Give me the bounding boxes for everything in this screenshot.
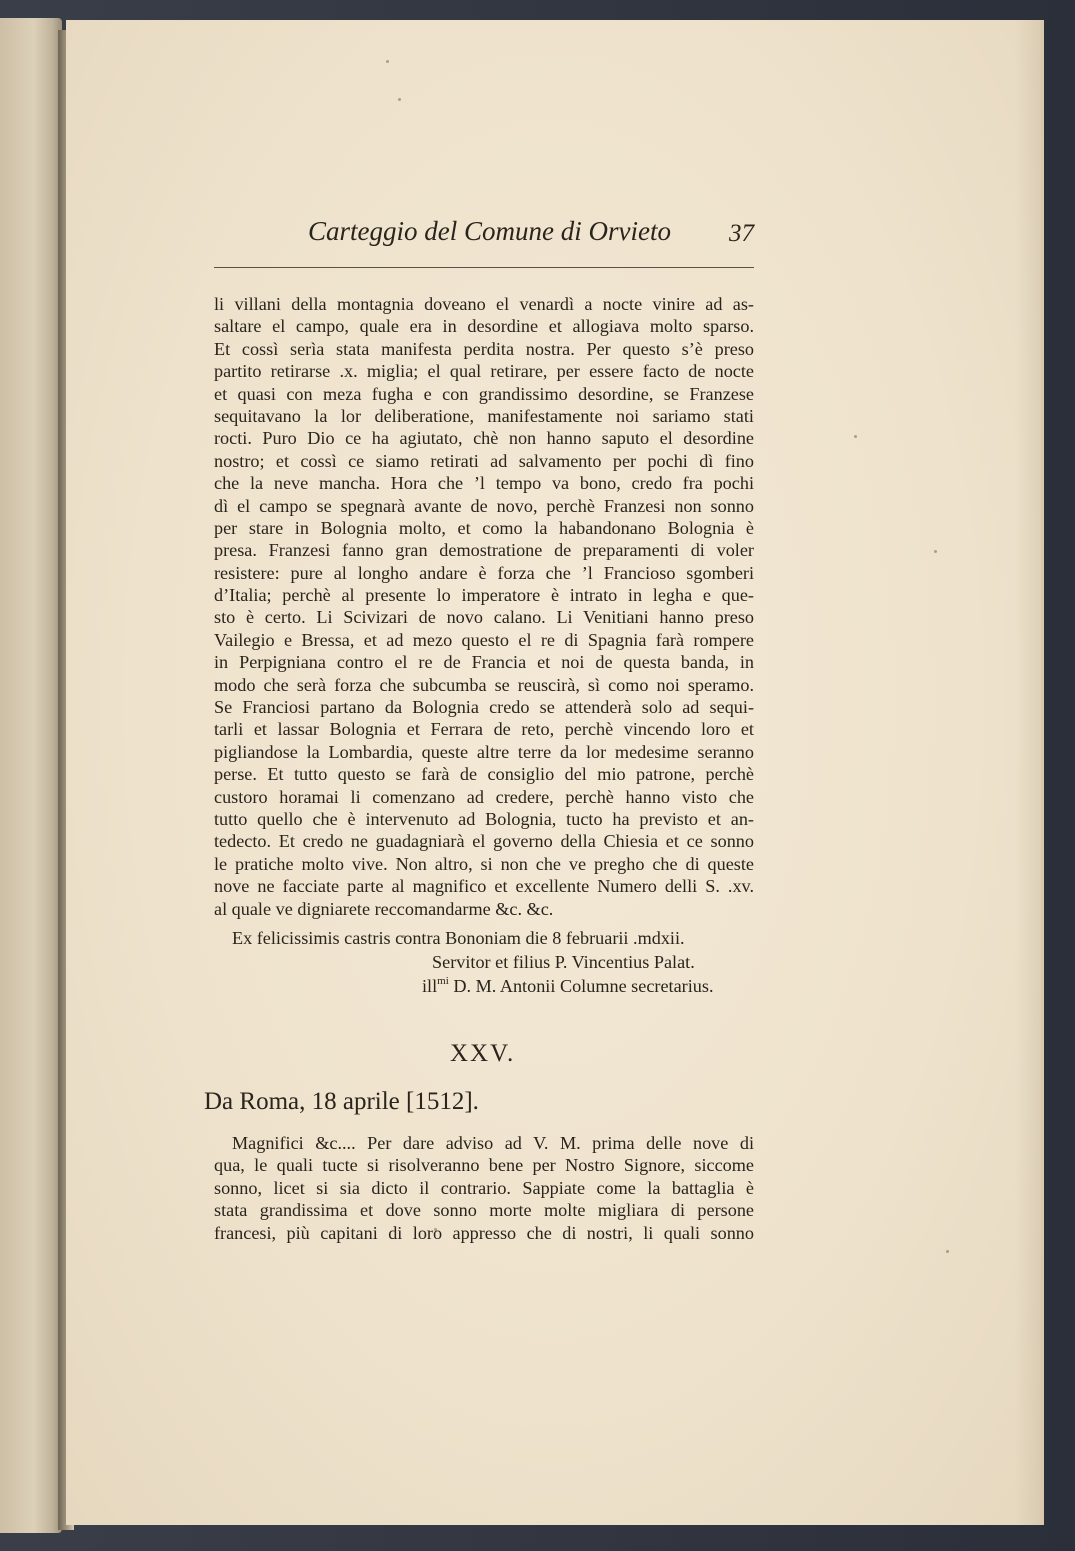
text-line: in Perpigniana contro el re de Francia et noi de questa banda, in [214,652,754,673]
text-line: per stare in Bolognia molto, et como la habandonano Bolognia è [214,517,754,538]
text-line: Magnifici &c.... Per dare adviso ad V. M. prima delle nove di [232,1133,754,1153]
text-line: le pratiche molto vive. Non altro, si non che ve pregho che di queste [214,853,754,874]
text-line: sequitavano la lor deliberatione, manifestamente noi sariamo stati [214,405,754,426]
paper-speck [386,60,389,63]
paper-speck [854,435,857,438]
signature-superscript: mi [437,975,449,987]
running-head-rule [214,267,754,268]
continued-letter-body [214,293,754,920]
signature-prefix: ill [422,976,438,996]
page-edge-shadow [1015,20,1041,1525]
text-line: sonno, licet si sia dicto il contrario. Sappiate come la battaglia è [214,1177,754,1198]
text-line: perse. Et tutto questo se farà de consiglio del mio patrone, perchè [214,764,754,785]
text-line: d’Italia; perchè al presente lo imperatore è intrato in legha e que- [214,585,754,606]
paper-speck [946,1250,949,1253]
text-line: tarli et lassar Bolognia et Ferrara de reto, perchè vincendo loro et [214,719,754,740]
text-line: custoro horamai li comenzano ad credere, perchè hanno visto che [214,786,754,807]
paper-speck [434,1228,437,1231]
paper-speck [398,98,401,101]
left-page-edge [0,18,62,1533]
text-line: saltare el campo, quale era in desordine et allogiava molto sparso. [214,316,754,337]
text-line: presa. Franzesi fanno gran demostratione de preparamenti di voler [214,540,754,561]
signature-line-secretary [422,975,714,997]
next-letter-body [214,1132,754,1244]
paper-speck [934,550,937,553]
letter-dateline: Ex felicissimis castris contra Bononiam die 8 februarii .mdxii. [232,928,685,948]
text-line: modo che serà forza che subcumba se reuscirà, sì como noi speramo. [214,674,754,695]
text-line: francesi, più capitani di loro appresso che di nostri, li quali sonno [214,1222,754,1243]
text-line: nostro; et cossì ce siamo retirati ad salvamento per pochi dì fino [214,450,754,471]
signature-rest: D. M. Antonii Columne secretarius. [448,976,714,996]
section-number: XXV. [450,1040,516,1067]
text-line: rocti. Puro Dio ce ha agiutato, chè non hanno saputo el desordine [214,428,754,449]
text-line: che la neve mancha. Hora che ’l tempo va bono, credo fra pochi [214,473,754,494]
book-page [66,20,1044,1525]
text-line: stata grandissima et dove sonno morte molte migliara di persone [214,1200,754,1221]
text-line: Vailegio e Bressa, et ad mezo questo el re di Spagnia farà rompere [214,629,754,650]
running-head-title: Carteggio del Comune di Orvieto [308,216,671,246]
text-line: et quasi con meza fugha e con grandissimo desordine, se Franzese [214,383,754,404]
text-line: nove ne facciate parte al magnifico et excellente Numero delli S. .xv. [214,876,754,897]
text-line: tedecto. Et credo ne guadagniarà el governo della Chiesia et ce sonno [214,831,754,852]
text-line: Et cossì serìa stata manifesta perdita nostra. Per questo s’è preso [214,338,754,359]
text-line: tutto quello che è intervenuto ad Bolognia, tucto ha previsto et an- [214,808,754,829]
page-number: 37 [729,220,754,247]
text-line: qua, le quali tucte si risolveranno bene per Nostro Signore, siccome [214,1155,754,1176]
text-line: Se Franciosi partano da Bolognia credo se attenderà solo ad sequi- [214,697,754,718]
running-head [214,216,754,256]
paper-speck [402,935,405,938]
text-line: al quale ve digniarete reccomandarme &c. &c. [214,898,554,919]
text-line: pigliandose la Lombardia, queste altre terre da lor medesime seranno [214,741,754,762]
signature-line: Servitor et filius P. Vincentius Palat. [432,952,695,972]
text-line: dì el campo se spegnarà avante de novo, perchè Franzesi non sonno [214,495,754,516]
text-line: sto è certo. Li Scivizari de novo calano. Li Venitiani hanno preso [214,607,754,628]
text-line: resistere: pure al longho andare è forza che ’l Francioso sgomberi [214,562,754,583]
text-line: partito retirarse .x. miglia; el qual retirare, per essere facto de nocte [214,361,754,382]
text-line: li villani della montagnia doveano el venardì a nocte vinire ad as- [214,294,754,314]
letter-heading: Da Roma, 18 aprile [1512]. [204,1088,479,1115]
